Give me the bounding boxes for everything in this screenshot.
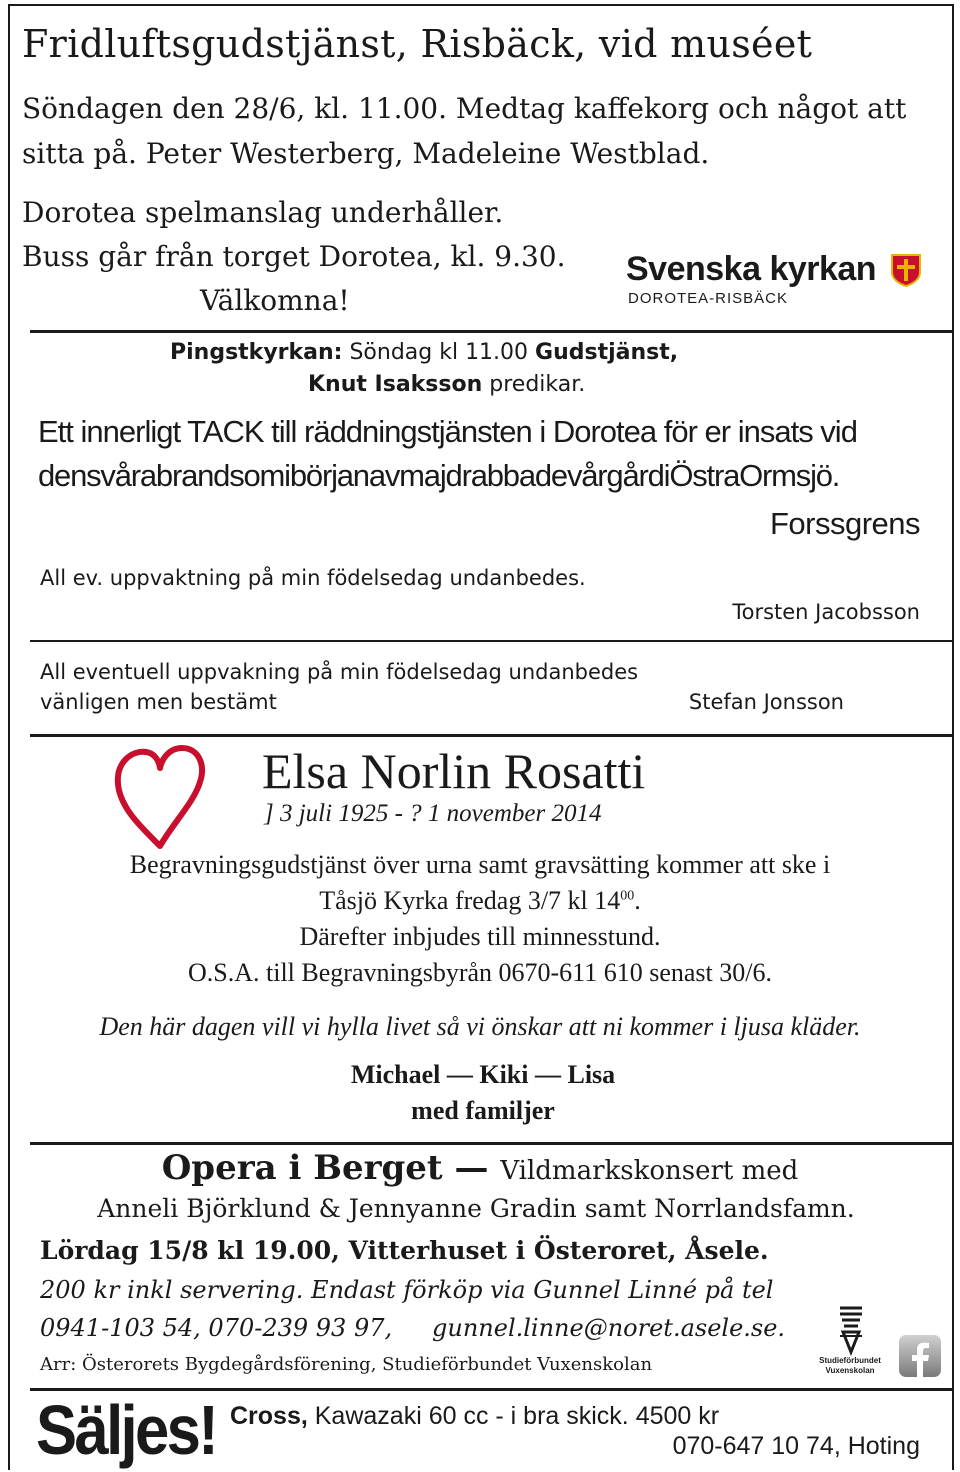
obituary-line3: Därefter inbjudes till minnesstund.	[299, 922, 661, 951]
opera-artists: Anneli Björklund & Jennyanne Gradin samt Norrlandsfamn.	[97, 1194, 855, 1223]
ad2-text2: predikar.	[482, 372, 586, 397]
ad1-line4: Buss går från torget Dorotea, kl. 9.30.	[22, 240, 566, 273]
sv-logo-line1: Studieförbundet	[819, 1356, 881, 1365]
obituary-line2-end: .	[634, 886, 641, 915]
logo-sub: DOROTEA-RISBÄCK	[628, 290, 789, 307]
opera-date: Lördag 15/8 kl 19.00, Vitterhuset i Österoret, Åsele.	[40, 1236, 769, 1265]
ad3-line1: Ett innerligt TACK till räddningstjänsten i Dorotea för er insats vid	[38, 414, 857, 449]
obituary-family1: Michael — Kiki — Lisa	[350, 1060, 616, 1089]
ad2-name: Pingstkyrkan:	[170, 340, 343, 365]
ad2-bold2: Knut Isaksson	[308, 372, 483, 397]
ad5-line2: vänligen men bestämt	[40, 690, 277, 714]
obituary-family2: med familjer	[411, 1096, 555, 1125]
ad2-text1: Söndag kl 11.00	[342, 340, 536, 365]
ad3-line2: densvårabrandsomibörjanavmajdrabbadevårgårdiÖstraOrmsjö.	[38, 458, 840, 493]
opera-phones: 0941-103 54, 070-239 93 97,	[40, 1314, 393, 1342]
ad1-line2: sitta på. Peter Westerberg, Madeleine Westblad.	[22, 137, 710, 170]
logo-name: Svenska kyrkan	[626, 250, 877, 288]
obituary-line5: Den här dagen vill vi hylla livet så vi önskar att ni kommer i ljusa kläder.	[99, 1012, 861, 1041]
divider-4	[30, 1142, 952, 1145]
heart-icon	[112, 742, 208, 852]
ad5-signature: Stefan Jonsson	[688, 690, 844, 714]
ad1-line1: Söndagen den 28/6, kl. 11.00. Medtag kaffekorg och något att	[22, 92, 907, 125]
opera-title: Opera i Berget	[161, 1148, 443, 1188]
ad3-signature: Forssgrens	[769, 506, 920, 541]
ad4-signature: Torsten Jacobsson	[732, 600, 920, 624]
ad1-line3: Dorotea spelmanslag underhåller.	[22, 196, 504, 229]
sale-contact: 070-647 10 74, Hoting	[672, 1432, 920, 1460]
divider-2	[30, 640, 952, 642]
sale-text: Kawazaki 60 cc - i bra skick. 4500 kr	[307, 1402, 720, 1430]
opera-organizer: Arr: Österorets Bygdegårdsförening, Studieförbundet Vuxenskolan	[40, 1354, 653, 1375]
svenska-kyrkan-logo	[626, 250, 926, 312]
obituary-line2: Tåsjö Kyrka fredag 3/7 kl 14	[319, 886, 621, 915]
obituary-dates: ] 3 juli 1925 - ? 1 november 2014	[264, 800, 602, 827]
obituary-line2-sup: 00	[620, 888, 635, 904]
sale-heading: Säljes!	[36, 1391, 217, 1469]
studieforbundet-logo	[812, 1306, 888, 1382]
ad1-title: Fridluftsgudstjänst, Risbäck, vid muséet	[22, 22, 813, 66]
divider-1	[30, 330, 952, 333]
obituary-line1: Begravningsgudstjänst över urna samt gravsätting kommer att ske i	[129, 850, 831, 879]
ad5-line1: All eventuell uppvakning på min födelsedag undanbedes	[40, 660, 639, 684]
sv-logo-line2: Vuxenskolan	[825, 1366, 875, 1375]
opera-dash: —	[442, 1148, 501, 1188]
ad2-bold1: Gudstjänst,	[535, 340, 679, 365]
opera-email: gunnel.linne@noret.asele.se.	[432, 1314, 786, 1342]
ad4-text: All ev. uppvaktning på min födelsedag undanbedes.	[40, 566, 586, 590]
sale-bold: Cross,	[230, 1402, 308, 1430]
ad1-line5: Välkomna!	[200, 284, 350, 317]
obituary-line4: O.S.A. till Begravningsbyrån 0670-611 610 senast 30/6.	[188, 958, 772, 987]
church-cross-icon	[889, 252, 923, 288]
opera-subtitle: Vildmarkskonsert med	[500, 1156, 799, 1186]
studieforbundet-logo-icon	[838, 1306, 864, 1356]
facebook-icon[interactable]	[898, 1334, 942, 1378]
divider-3	[30, 734, 952, 737]
obituary-name: Elsa Norlin Rosatti	[262, 743, 646, 799]
opera-price: 200 kr inkl servering. Endast förköp via Gunnel Linné på tel	[40, 1276, 774, 1304]
